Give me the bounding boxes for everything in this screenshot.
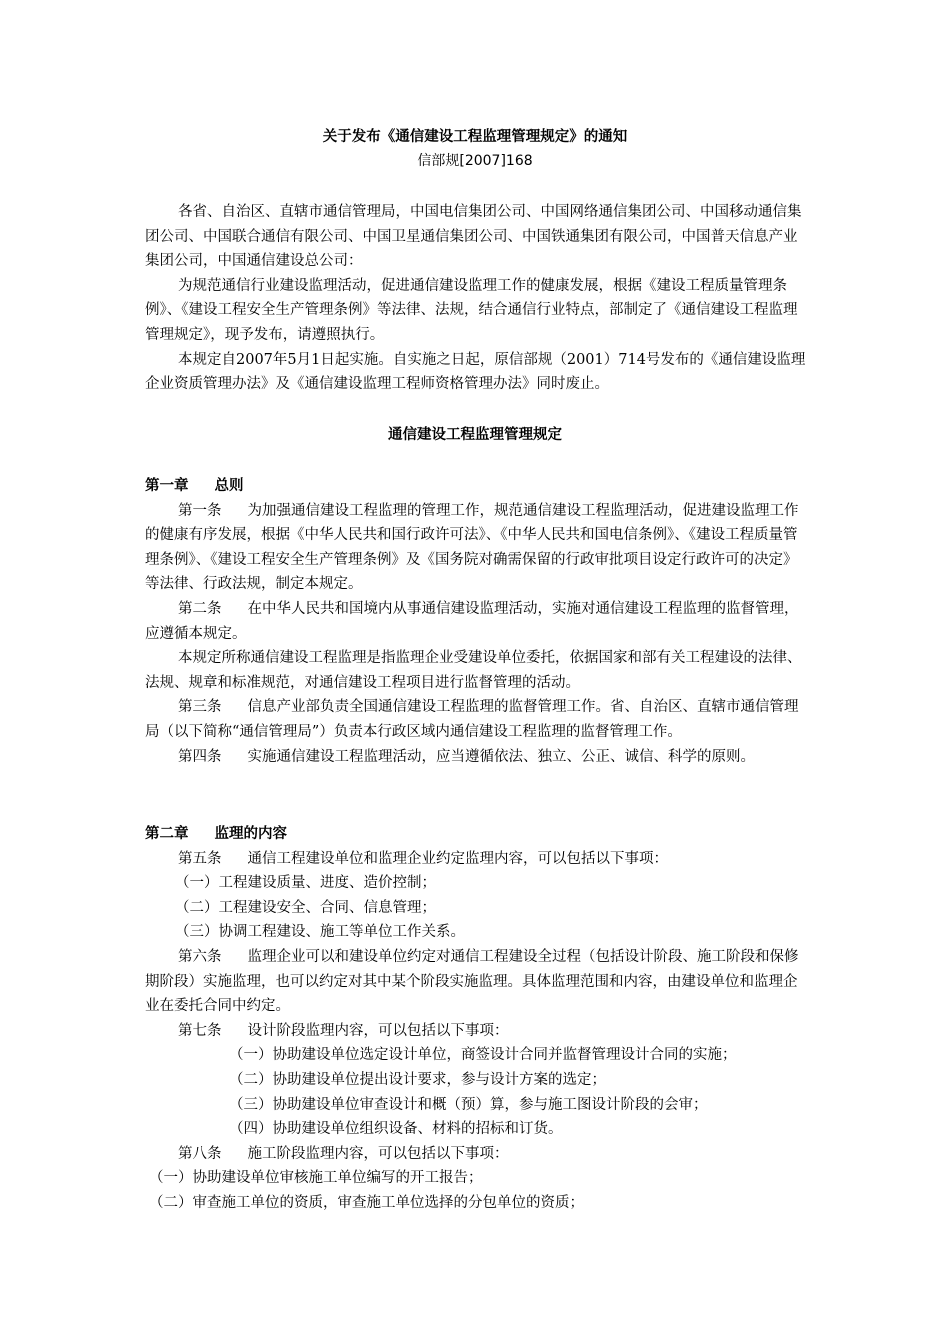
article-label: 第八条	[178, 1145, 222, 1162]
article-label: 第五条	[178, 850, 222, 867]
article-text: 在中华人民共和国境内从事通信建设监理活动，实施对通信建设工程监理的监督管理，应遵循本规定。	[145, 600, 799, 642]
article-1	[145, 499, 807, 597]
article-5	[145, 847, 807, 872]
article-7	[145, 1019, 807, 1044]
article-label: 第一条	[178, 502, 222, 519]
chapter-name: 总则	[214, 477, 244, 494]
article-label: 第七条	[178, 1022, 222, 1039]
doc-number: 信部规[2007]168	[417, 153, 533, 169]
article-text: 信息产业部负责全国通信建设工程监理的监督管理工作。省、自治区、直辖市通信管理局（以下简称“通信管理局”）负责本行政区域内通信建设工程监理的监督管理工作。	[145, 699, 799, 740]
article-text: 通信工程建设单位和监理企业约定监理内容，可以包括以下事项：	[247, 850, 668, 867]
list-item: （一）工程建设质量、进度、造价控制；	[175, 875, 436, 892]
article-text: 监理企业可以和建设单位约定对通信工程建设全过程（包括设计阶段、施工阶段和保修期阶段）实施监理，也可以约定对其中某个阶段实施监理。具体监理范围和内容，由建设单位和监理企业在委托合同中约定。	[145, 948, 799, 1015]
article-label: 第三条	[178, 699, 222, 716]
regulation-title: 通信建设工程监理管理规定	[388, 426, 562, 443]
notice-paragraph: 本规定自2007年5月1日起实施。自实施之日起，原信部规（2001）714号发布的《通信建设监理企业资质管理办法》及《通信建设监理工程师资格管理办法》同时废止。	[145, 351, 806, 393]
chapter-heading	[145, 822, 807, 847]
list-item: （一）协助建设单位选定设计单位，商签设计合同并监督管理设计合同的实施；	[229, 1047, 737, 1064]
article-text: 实施通信建设工程监理活动，应当遵循依法、独立、公正、诚信、科学的原则。	[247, 748, 755, 765]
chapter-heading	[145, 474, 807, 499]
chapter-2	[145, 822, 807, 1216]
notice-title: 关于发布《通信建设工程监理管理规定》的通知	[322, 128, 628, 145]
list-item: （二）工程建设安全、合同、信息管理；	[175, 899, 436, 916]
article-2	[145, 597, 807, 646]
chapter-label: 第二章	[145, 825, 189, 842]
list-item: （三）协调工程建设、施工等单位工作关系。	[175, 924, 465, 941]
notice-paragraph: 为规范通信行业建设监理活动，促进通信建设监理工作的健康发展，根据《建设工程质量管理条例》、《建设工程安全生产管理条例》等法律、法规，结合通信行业特点，部制定了《通信建设工程监理管理规定》，现予发布，请遵照执行。	[145, 277, 798, 343]
article-text: 为加强通信建设工程监理的管理工作，规范通信建设工程监理活动，促进建设监理工作的健康有序发展，根据《中华人民共和国行政许可法》、《中华人民共和国电信条例》、《建设工程质量管理条例》、《建设工程安全生产管理条例》及《国务院对确需保留的行政审批项目设定行政许可的决定》等法律、行政法规，制定本规定。	[145, 502, 799, 593]
chapter-1	[145, 474, 807, 769]
list-item: （三）协助建设单位审查设计和概（预）算，参与施工图设计阶段的会审；	[229, 1096, 708, 1113]
list-item: （一）协助建设单位审核施工单位编写的开工报告；	[149, 1170, 483, 1187]
list-item: （二）审查施工单位的资质，审查施工单位选择的分包单位的资质；	[149, 1194, 584, 1211]
article-label: 第六条	[178, 948, 222, 965]
article-3	[145, 695, 807, 744]
article-paragraph: 本规定所称通信建设工程监理是指监理企业受建设单位委托，依据国家和部有关工程建设的法律、法规、规章和标准规范，对通信建设工程项目进行监督管理的活动。	[145, 650, 802, 691]
list-item: （二）协助建设单位提出设计要求，参与设计方案的选定；	[229, 1071, 606, 1088]
article-text: 施工阶段监理内容，可以包括以下事项：	[247, 1145, 509, 1162]
notice-body	[145, 200, 807, 397]
article-4	[145, 745, 807, 770]
article-text: 设计阶段监理内容，可以包括以下事项：	[247, 1022, 509, 1039]
chapter-name: 监理的内容	[214, 825, 287, 842]
article-6	[145, 945, 807, 1019]
notice-paragraph: 各省、自治区、直辖市通信管理局，中国电信集团公司、中国网络通信集团公司、中国移动通信集团公司、中国联合通信有限公司、中国卫星通信集团公司、中国铁通集团有限公司，中国普天信息产业集团公司，中国通信建设总公司：	[145, 204, 802, 270]
article-label: 第二条	[178, 600, 222, 617]
list-item: （四）协助建设单位组织设备、材料的招标和订货。	[229, 1121, 563, 1138]
article-label: 第四条	[178, 748, 222, 765]
chapter-label: 第一章	[145, 477, 189, 494]
article-8	[145, 1142, 807, 1167]
